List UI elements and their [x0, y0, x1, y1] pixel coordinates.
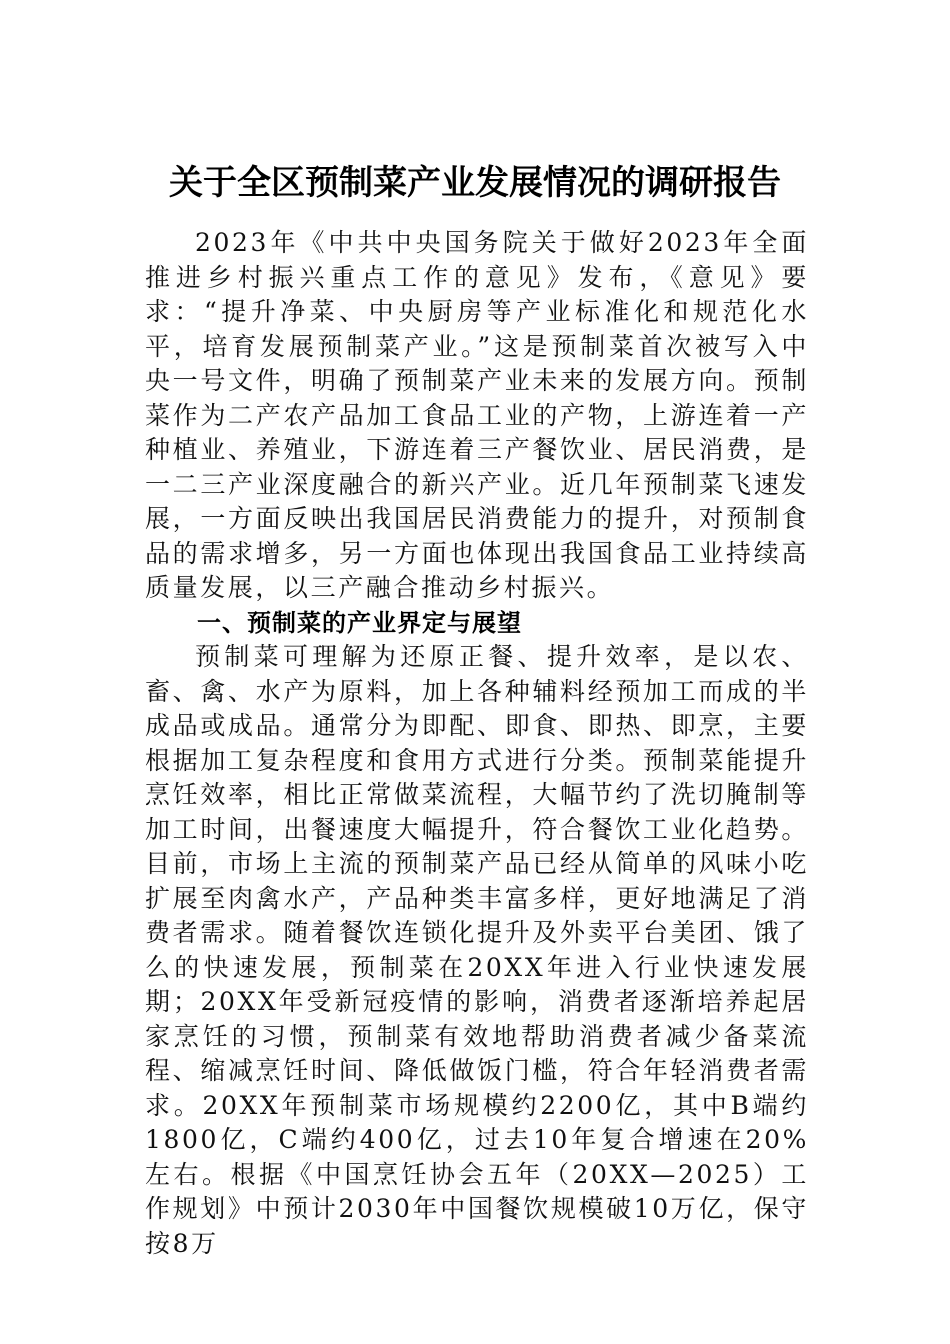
paragraph-definition: 预制菜可理解为还原正餐、提升效率，是以农、畜、禽、水产为原料，加上各种辅料经预加工而成的半成品或成品。通常分为即配、即食、即热、即烹，主要根据加工复杂程度和食用方式进行分类。预制菜能提升烹饪效率，相比正常做菜流程，大幅节约了洗切腌制等加工时间，出餐速度大幅提升，符合餐饮工业化趋势。目前，市场上主流的预制菜产品已经从简单的风味小吃扩展至肉禽水产，产品种类丰富多样，更好地满足了消费者需求。随着餐饮连锁化提升及外卖平台美团、饿了么的快速发展，预制菜在20XX年进入行业快速发展期；20XX年受新冠疫情的影响，消费者逐渐培养起居家烹饪的习惯，预制菜有效地帮助消费者减少备菜流程、缩减烹饪时间、降低做饭门槛，符合年轻消费者需求。20XX年预制菜市场规模约2200亿，其中B端约1800亿，C端约400亿，过去10年复合增速在20%左右。根据《中国烹饪协会五年（20XX—2025）工作规划》中预计2030年中国餐饮规模破10万亿，保守按8万	[145, 642, 809, 1258]
paragraph-intro: 2023年《中共中央国务院关于做好2023年全面推进乡村振兴重点工作的意见》发布，《意见》要求：“提升净菜、中央厨房等产业标准化和规范化水平，培育发展预制菜产业。”这是预制菜首次被写入中央一号文件，明确了预制菜产业未来的发展方向。预制菜作为二产农产品加工食品工业的产物，上游连着一产种植业、养殖业，下游连着三产餐饮业、居民消费，是一二三产业深度融合的新兴产业。近几年预制菜飞速发展，一方面反映出我国居民消费能力的提升，对预制食品的需求增多，另一方面也体现出我国食品工业持续高质量发展，以三产融合推动乡村振兴。	[145, 228, 809, 602]
section-heading: 一、预制菜的产业界定与展望	[197, 608, 522, 637]
document-title: 关于全区预制菜产业发展情况的调研报告	[169, 163, 781, 203]
document-body	[145, 226, 809, 1261]
